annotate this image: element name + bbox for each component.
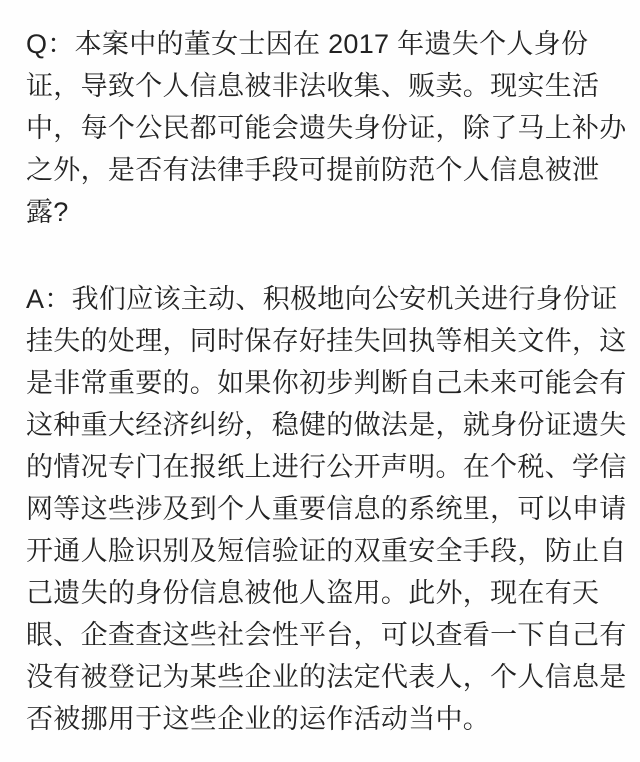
answer-line: 是非常重要的。如果你初步判断自己未来可能会有 [26,368,627,398]
answer-paragraph [26,278,626,740]
answer-line: 的情况专门在报纸上进行公开声明。在个税、学信 [26,452,627,482]
answer-line: 挂失的处理，同时保存好挂失回执等相关文件，这 [26,326,627,356]
question-line: 之外，是否有法律手段可提前防范个人信息被泄 [26,155,600,185]
answer-line: 没有被登记为某些企业的法定代表人，个人信息是 [26,662,627,692]
question-line: 中，每个公民都可能会遗失身份证，除了马上补办 [26,113,627,143]
question-paragraph [26,23,626,233]
answer-line: 否被挪用于这些企业的运作活动当中。 [26,704,491,734]
answer-line: 己遗失的身份信息被他人盗用。此外，现在有天 [26,578,600,608]
answer-line: 网等这些涉及到个人重要信息的系统里，可以申请 [26,494,627,524]
question-line: 露? [26,197,69,227]
answer-line: A：我们应该主动、积极地向公安机关进行身份证 [26,284,618,314]
answer-line: 这种重大经济纠纷，稳健的做法是，就身份证遗失 [26,410,627,440]
answer-line: 开通人脸识别及短信验证的双重安全手段，防止自 [26,536,627,566]
question-line: 证，导致个人信息被非法收集、贩卖。现实生活 [26,71,600,101]
question-line: Q：本案中的董女士因在 2017 年遗失个人身份 [26,29,589,59]
answer-line: 眼、企查查这些社会性平台，可以查看一下自己有 [26,620,627,650]
